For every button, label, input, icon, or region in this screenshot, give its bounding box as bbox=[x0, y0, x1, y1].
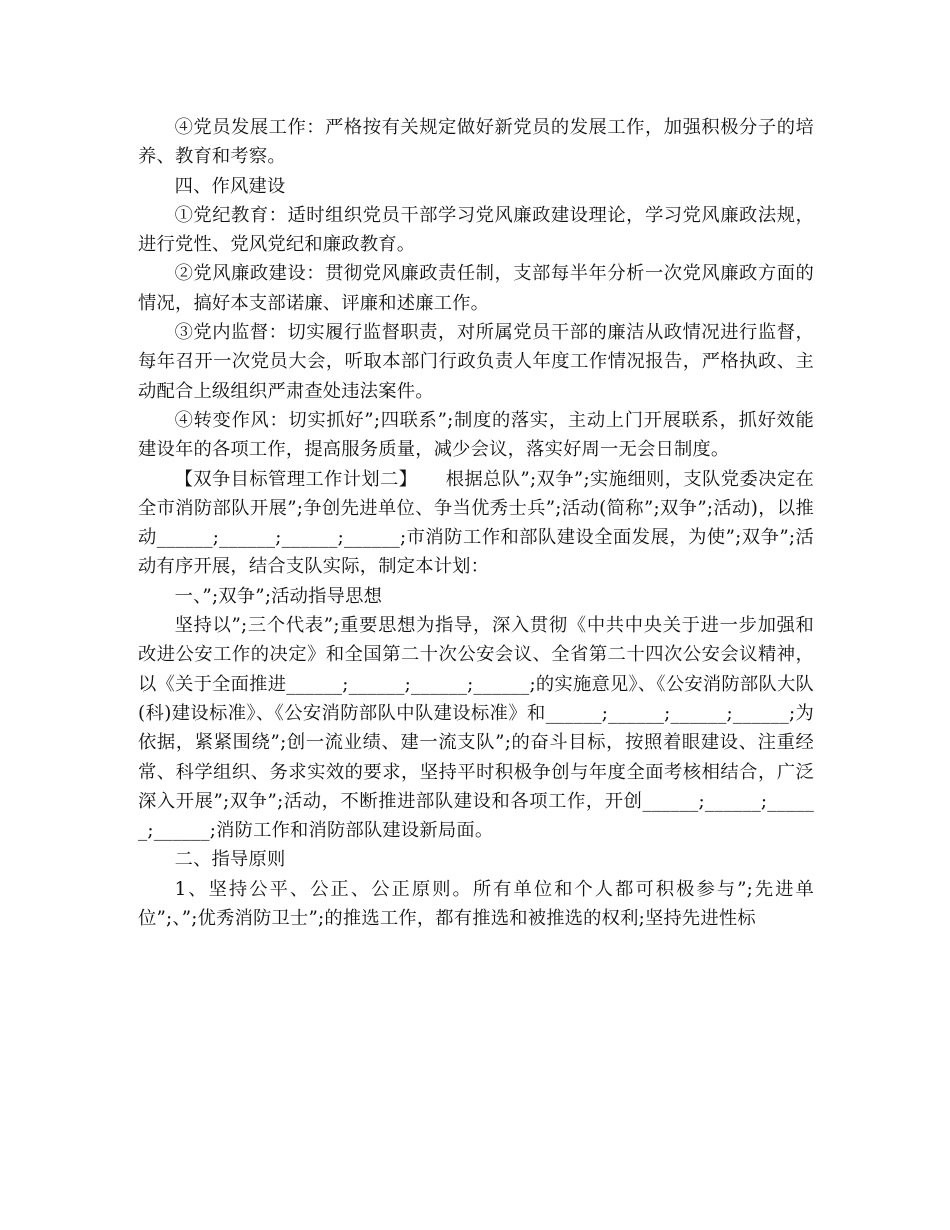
section-heading-guiding-ideology: 一、”;双争”;活动指导思想 bbox=[174, 585, 383, 607]
paragraph-plan-two-intro: 【双争目标管理工作计划二】 根据总队”;双争”;实施细则，支队党委决定在全市消防部队开展”;争创先进单位、争当优秀士兵”;活动(简称”;双争”;活动)，以推动______;______;______;______;市消防工作和部队建设全面发展，为使”;双争”;活动有序开展，结合支队实际，制定本计划： bbox=[138, 468, 814, 578]
document-body bbox=[138, 113, 814, 933]
paragraph-guiding-ideology: 坚持以”;三个代表”;重要思想为指导，深入贯彻《中共中央关于进一步加强和改进公安工作的决定》和全国第二十次公安会议、全省第二十四次公安会议精神，以《关于全面推进______;______;______;______;的实施意见》、《公安消防部队大队(科)建设标准》、《公安消防部队中队建设标准》和______;______;______;______;为依据，紧紧围绕”;创一流业绩、建一流支队”;的奋斗目标，按照着眼建设、注重经常、科学组织、务求实效的要求，坚持平时积极争创与年度全面考核相结合，广泛深入开展”;双争”;活动，不断推进部队建设和各项工作，开创______;______;______;______;消防工作和消防部队建设新局面。 bbox=[138, 615, 814, 842]
section-heading-guiding-principles: 二、指导原则 bbox=[174, 849, 286, 871]
paragraph-party-member-development: ④党员发展工作：严格按有关规定做好新党员的发展工作，加强积极分子的培养、教育和考察。 bbox=[138, 117, 814, 168]
paragraph-internal-supervision: ③党内监督：切实履行监督职责，对所属党员干部的廉洁从政情况进行监督，每年召开一次党员大会，听取本部门行政负责人年度工作情况报告，严格执政、主动配合上级组织严肃查处违法案件。 bbox=[138, 322, 814, 402]
paragraph-clean-government: ②党风廉政建设：贯彻党风廉政责任制，支部每半年分析一次党风廉政方面的情况，搞好本支部诺廉、评廉和述廉工作。 bbox=[138, 263, 814, 314]
section-heading-work-style: 四、作风建设 bbox=[174, 175, 286, 197]
paragraph-discipline-education: ①党纪教育：适时组织党员干部学习党风廉政建设理论，学习党风廉政法规，进行党性、党风党纪和廉政教育。 bbox=[138, 204, 814, 256]
paragraph-principle-one: 1、坚持公平、公正、公正原则。所有单位和个人都可积极参与”;先进单位”;、”;优秀消防卫士”;的推选工作，都有推选和被推选的权利;坚持先进性标 bbox=[138, 878, 814, 930]
paragraph-change-work-style: ④转变作风：切实抓好”;四联系”;制度的落实，主动上门开展联系，抓好效能建设年的各项工作，提高服务质量，减少会议，落实好周一无会日制度。 bbox=[138, 409, 814, 461]
